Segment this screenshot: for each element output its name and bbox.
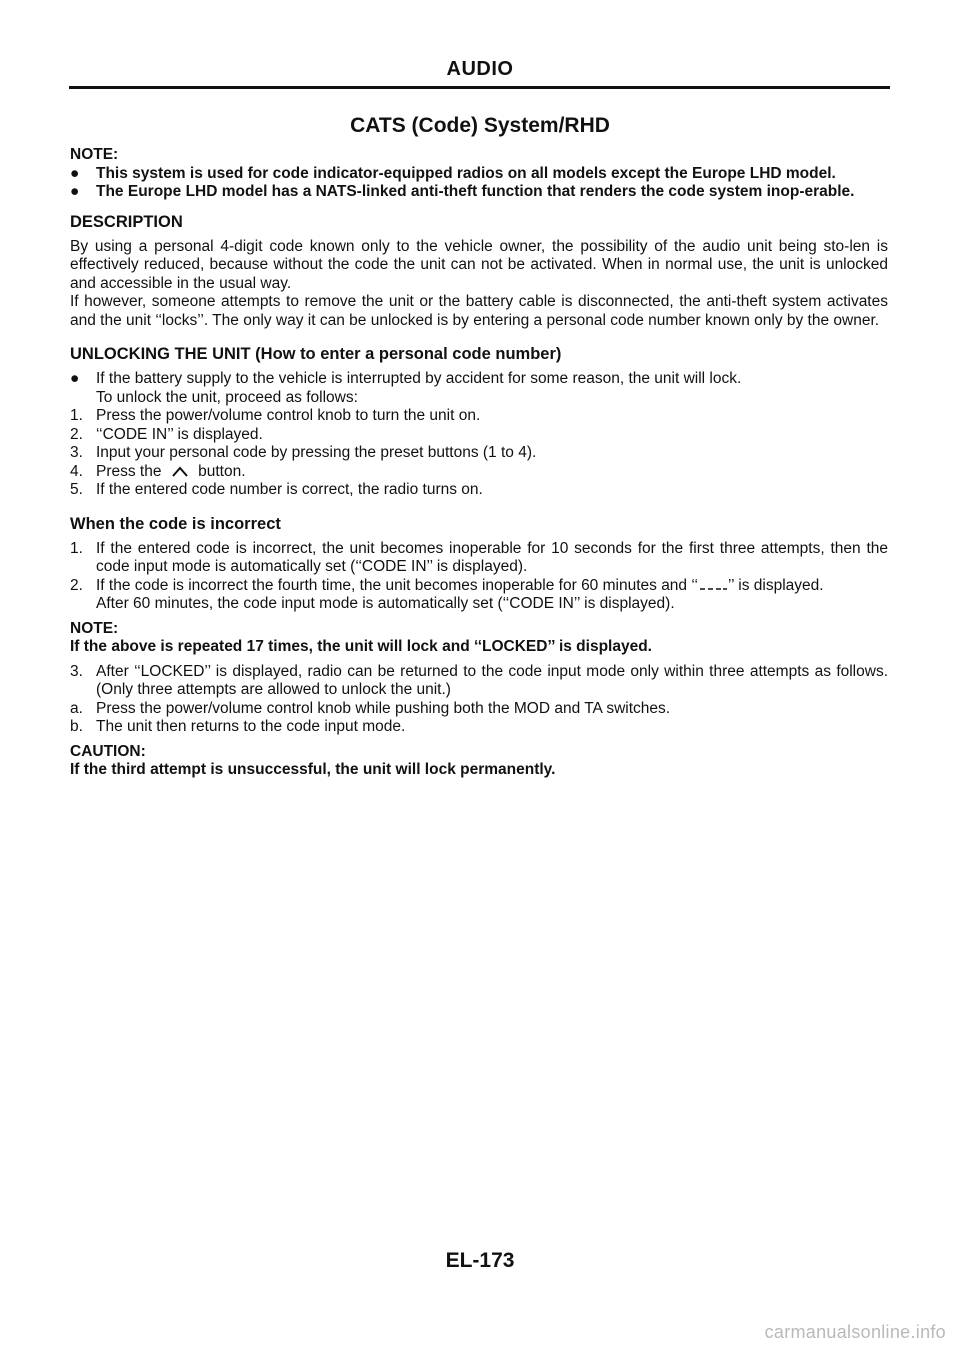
substep-text: The unit then returns to the code input mode. [96, 718, 406, 735]
step-item [70, 463, 888, 482]
page-number: EL-173 [445, 1249, 515, 1272]
incorrect-step [70, 540, 888, 577]
watermark: carmanualsonline.info [764, 1322, 946, 1342]
step-text [96, 463, 888, 482]
unlocking-bullet-continuation: To unlock the unit, proceed as follows: [96, 388, 358, 406]
content-body [70, 146, 888, 780]
step-number: 3. [70, 444, 83, 461]
step-text-after: button. [198, 462, 246, 480]
unlocking-bullet-text: If the battery supply to the vehicle is interrupted by accident for some reason, the unit will lock. [96, 370, 742, 387]
caution-label: CAUTION: [70, 742, 146, 760]
step-item [70, 407, 888, 426]
step-text [96, 577, 888, 596]
step-text-after: ’’ is displayed. [727, 576, 824, 594]
step-text: Input your personal code by pressing the preset buttons (1 to 4). [96, 444, 537, 461]
step-number: 3. [70, 662, 83, 680]
dashes-display-icon [698, 578, 728, 590]
description-paragraph: By using a personal 4-digit code known only to the vehicle owner, the possibility of the audio unit being sto-len is effectively reduced, because without the code the unit can not be activated. When in normal use, the unit is unlocked and accessible in the usual way. [70, 237, 888, 292]
step-item [70, 444, 888, 463]
caret-up-button-icon [166, 464, 194, 478]
header-rule [69, 86, 890, 89]
incorrect-heading: When the code is incorrect [70, 514, 281, 533]
substep-letter: b. [70, 718, 83, 735]
note-text: If the above is repeated 17 times, the unit will lock and ‘‘LOCKED’’ is displayed. [70, 638, 652, 655]
incorrect-substep [70, 718, 888, 737]
step-text: Press the power/volume control knob to turn the unit on. [96, 407, 481, 424]
page-title: CATS (Code) System/RHD [350, 114, 610, 137]
note-item [70, 183, 888, 202]
note-item-text: The Europe LHD model has a NATS-linked anti-theft function that renders the code system inop-erable. [96, 183, 855, 200]
step-number: 2. [70, 576, 83, 594]
incorrect-substep [70, 700, 888, 719]
caution-text: If the third attempt is unsuccessful, the unit will lock permanently. [70, 761, 556, 778]
step-number: 1. [70, 407, 83, 424]
substep-letter: a. [70, 699, 83, 717]
step-text: If the entered code is incorrect, the unit becomes inoperable for 10 seconds for the first three attempts, then the code input mode is automatically set (‘‘CODE IN’’ is displayed). [96, 539, 888, 575]
step-number: 4. [70, 462, 83, 480]
note-label: NOTE: [70, 619, 119, 637]
step-text: If the entered code number is correct, the radio turns on. [96, 481, 483, 498]
unlocking-bullet [70, 370, 888, 389]
step-continuation: After 60 minutes, the code input mode is automatically set (‘‘CODE IN’’ is displayed). [96, 595, 675, 612]
step-item [70, 481, 888, 500]
note-item-text: This system is used for code indicator-equipped radios on all models except the Europe LHD model. [96, 164, 836, 182]
incorrect-step [70, 663, 888, 700]
bullet-icon: ● [70, 183, 80, 200]
bullet-icon: ● [70, 370, 80, 387]
section-header: AUDIO [446, 58, 514, 80]
step-number: 1. [70, 539, 83, 557]
step-text: ‘‘CODE IN’’ is displayed. [96, 425, 263, 443]
step-text-before: If the code is incorrect the fourth time, the unit becomes inoperable for 60 minutes and ‘‘ [96, 576, 698, 594]
note-item [70, 165, 888, 184]
step-number: 5. [70, 481, 83, 498]
description-paragraph: If however, someone attempts to remove the unit or the battery cable is disconnected, the anti-theft system activates and the unit ‘‘locks’’. The only way it can be unlocked is by entering a personal code number known only by the owner. [70, 293, 888, 329]
step-text-before: Press the [96, 462, 162, 480]
step-number: 2. [70, 425, 83, 443]
step-item [70, 426, 888, 445]
substep-text: Press the power/volume control knob while pushing both the MOD and TA switches. [96, 699, 671, 717]
unlocking-heading: UNLOCKING THE UNIT (How to enter a personal code number) [70, 345, 562, 363]
bullet-icon: ● [70, 164, 80, 182]
note-label: NOTE: [70, 146, 119, 163]
incorrect-step [70, 577, 888, 596]
description-heading: DESCRIPTION [70, 212, 183, 231]
step-text: After ‘‘LOCKED’’ is displayed, radio can be returned to the code input mode only within three attempts as follows. (Only three attempts are allowed to unlock the unit.) [96, 662, 888, 698]
